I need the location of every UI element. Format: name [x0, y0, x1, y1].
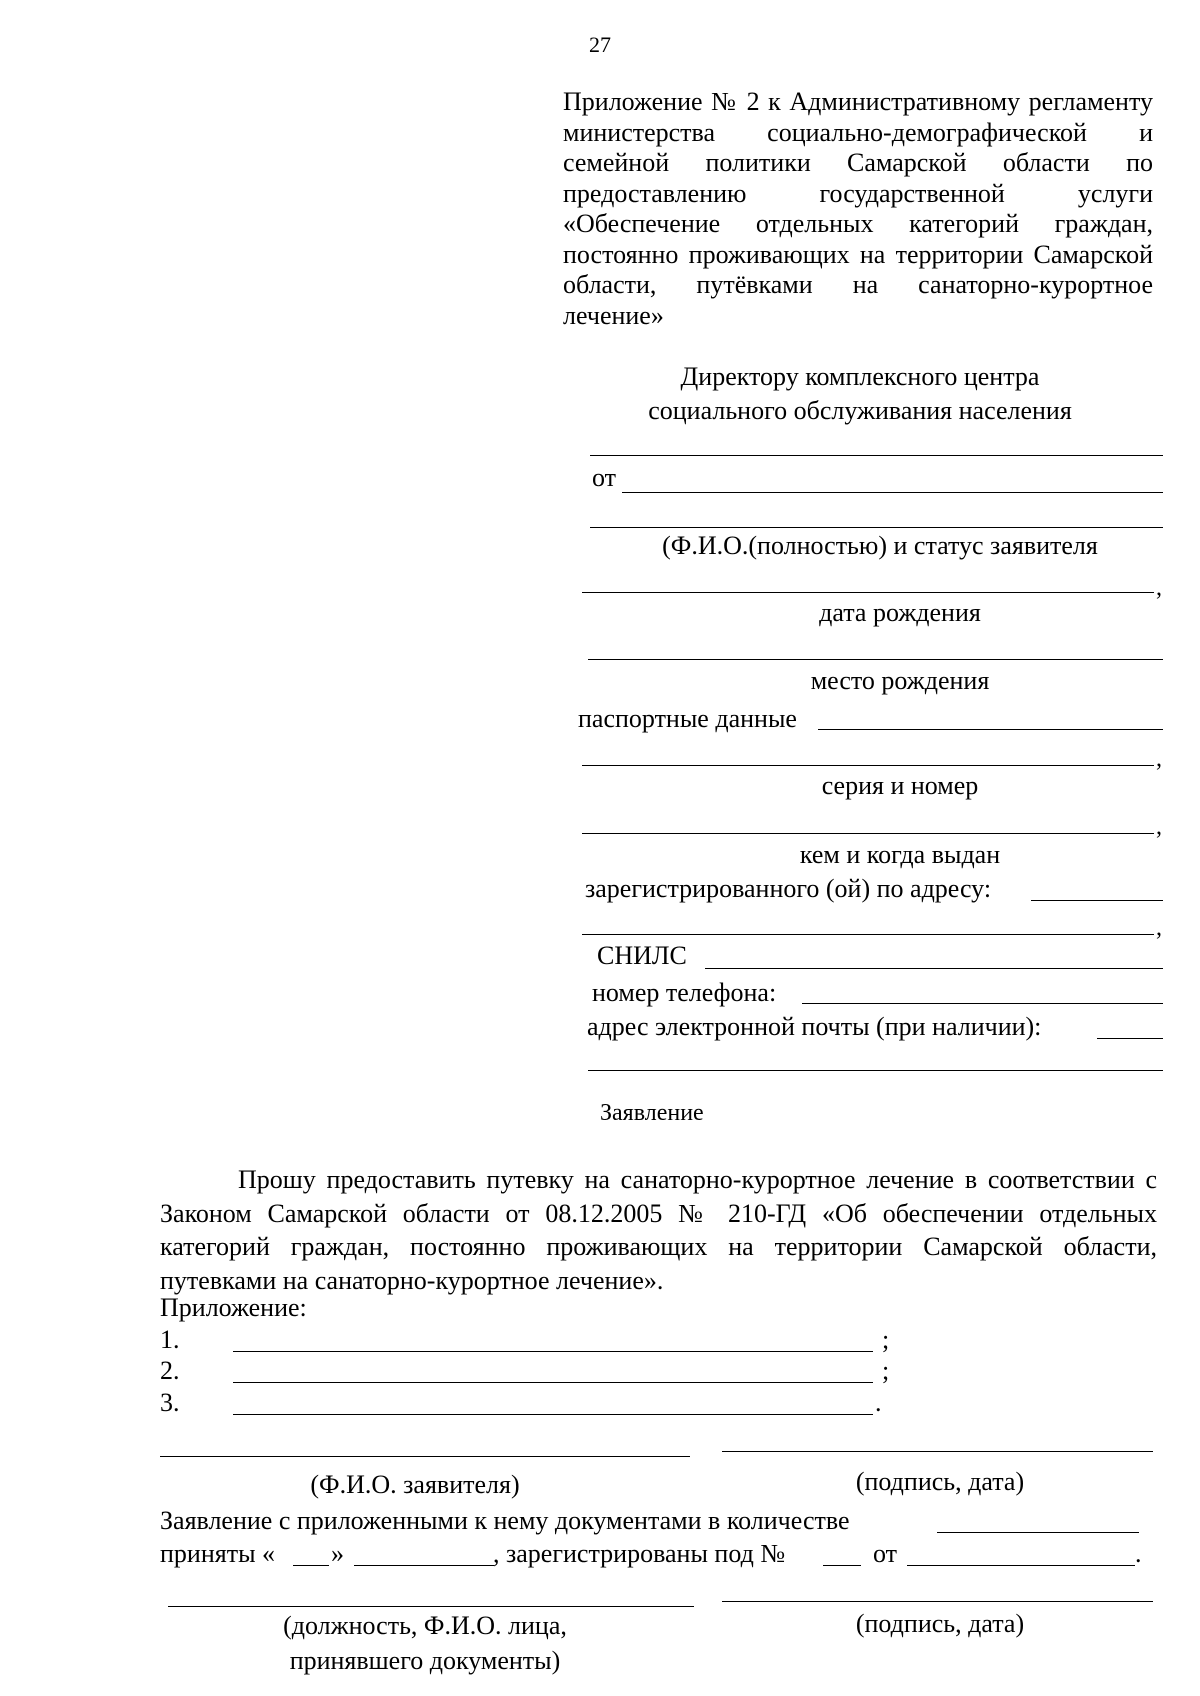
series-caption: серия и номер [821, 771, 979, 800]
attachments-label: Приложение: [160, 1293, 307, 1322]
accepted-date-close: » [331, 1539, 344, 1568]
attachment-end: ; [882, 1356, 890, 1385]
statement-title: Заявление [600, 1100, 704, 1126]
from-label: от [592, 463, 617, 492]
snils-label: СНИЛС [597, 941, 687, 970]
page-number: 27 [589, 32, 611, 57]
passport-label: паспортные данные [578, 704, 797, 733]
officer-fio-field[interactable] [168, 1606, 694, 1607]
from-field[interactable] [622, 492, 1163, 493]
comma: , [1156, 814, 1162, 840]
address-field[interactable] [1031, 900, 1163, 901]
fio-caption: (Ф.И.О.(полностью) и статус заявителя [662, 531, 1098, 560]
attachment-field[interactable] [233, 1351, 873, 1352]
attachment-field[interactable] [233, 1414, 873, 1415]
address-field-continued[interactable] [582, 934, 1154, 935]
addressee-line-1: Директору комплексного центра [680, 362, 1040, 391]
registered-text: , зарегистрированы под № [493, 1539, 786, 1568]
attachment-number: 1. [160, 1325, 180, 1354]
registration-date-field[interactable] [907, 1565, 1135, 1566]
passport-field-continued[interactable] [582, 765, 1154, 766]
attachment-end: . [875, 1388, 882, 1417]
documents-count-field[interactable] [937, 1532, 1139, 1533]
address-label: зарегистрированного (ой) по адресу: [585, 874, 992, 903]
accepted-text: Заявление с приложенными к нему документами в количестве [160, 1506, 850, 1535]
appendix-header: Приложение № 2 к Административному регламенту министерства социально-демографической и семейной политики Самарской области по предоставлению государственной услуги «Обеспечение отдельных категорий граждан, постоянно проживающих на территории Самарской области, путёвками на санаторно-курортное лечение» [563, 87, 1153, 330]
accepted-date-prefix: приняты « [160, 1539, 276, 1568]
birth-date-caption: дата рождения [819, 598, 981, 627]
statement-body: Прошу предоставить путевку на санаторно-курортное лечение в соответствии с Законом Самарской области от 08.12.2005 № 210-ГД «Об обеспечении отдельных категорий граждан, постоянно проживающих на территории Самарской области, путевками на санаторно-курортное лечение». [160, 1165, 1157, 1295]
blank-line[interactable] [590, 455, 1163, 456]
birth-place-caption: место рождения [810, 666, 990, 695]
issued-caption: кем и когда выдан [799, 840, 1001, 869]
accepted-month-field[interactable] [354, 1565, 494, 1566]
signature-date-caption-2: (подпись, дата) [855, 1609, 1025, 1638]
applicant-signature-field[interactable] [722, 1451, 1153, 1452]
issued-field[interactable] [582, 833, 1154, 834]
snils-field[interactable] [705, 968, 1163, 969]
from-date-text: от [873, 1539, 898, 1568]
birth-date-field[interactable] [582, 592, 1154, 593]
email-field-continued[interactable] [588, 1070, 1163, 1071]
comma: , [1156, 746, 1162, 772]
from-field-continued[interactable] [590, 527, 1163, 528]
comma: , [1156, 575, 1162, 601]
comma: , [1156, 915, 1162, 941]
attachment-number: 2. [160, 1356, 180, 1385]
accepted-day-field[interactable] [293, 1565, 329, 1566]
officer-caption-1: (должность, Ф.И.О. лица, [283, 1611, 567, 1640]
addressee-line-2: социального обслуживания населения [648, 396, 1072, 425]
period: . [1135, 1539, 1142, 1568]
applicant-fio-field[interactable] [160, 1456, 690, 1457]
attachment-end: ; [882, 1325, 890, 1354]
officer-caption-2: принявшего документы) [289, 1646, 561, 1675]
email-label: адрес электронной почты (при наличии): [587, 1012, 1042, 1041]
phone-label: номер телефона: [592, 978, 777, 1007]
officer-signature-field[interactable] [722, 1601, 1153, 1602]
applicant-fio-caption: (Ф.И.О. заявителя) [310, 1470, 520, 1499]
phone-field[interactable] [802, 1003, 1163, 1004]
signature-date-caption: (подпись, дата) [855, 1467, 1025, 1496]
email-field[interactable] [1097, 1038, 1163, 1039]
birth-place-field[interactable] [588, 659, 1163, 660]
registration-number-field[interactable] [823, 1565, 861, 1566]
passport-field[interactable] [818, 729, 1163, 730]
attachment-field[interactable] [233, 1382, 873, 1383]
attachment-number: 3. [160, 1388, 180, 1417]
